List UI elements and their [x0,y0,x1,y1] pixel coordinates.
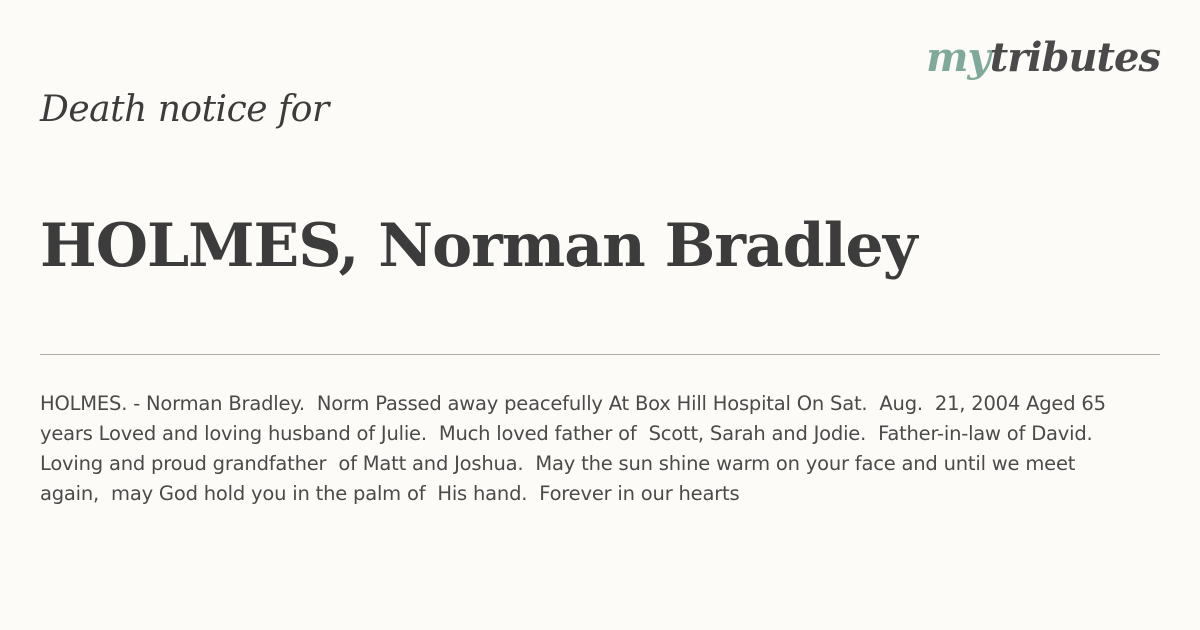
logo-tributes-text: tributes [989,34,1160,81]
deceased-name-heading: HOLMES, Norman Bradley [40,211,917,281]
logo-my-text: my [926,34,990,81]
mytributes-logo[interactable] [926,34,1160,82]
death-notice-label: Death notice for [40,89,329,130]
notice-body-text: HOLMES. - Norman Bradley. Norm Passed away peacefully At Box Hill Hospital On Sat. Aug. 21, 2004 Aged 65 years Loved and loving husband of Julie. Much loved father of Scott, Sarah and Jodie. Father-in-law of David. Loving and proud grandfather of Matt and Joshua. May the sun shine warm on your face and until we meet again, may God hold you in the palm of His hand. Forever in our hearts [40,392,1112,505]
section-divider [40,354,1160,355]
